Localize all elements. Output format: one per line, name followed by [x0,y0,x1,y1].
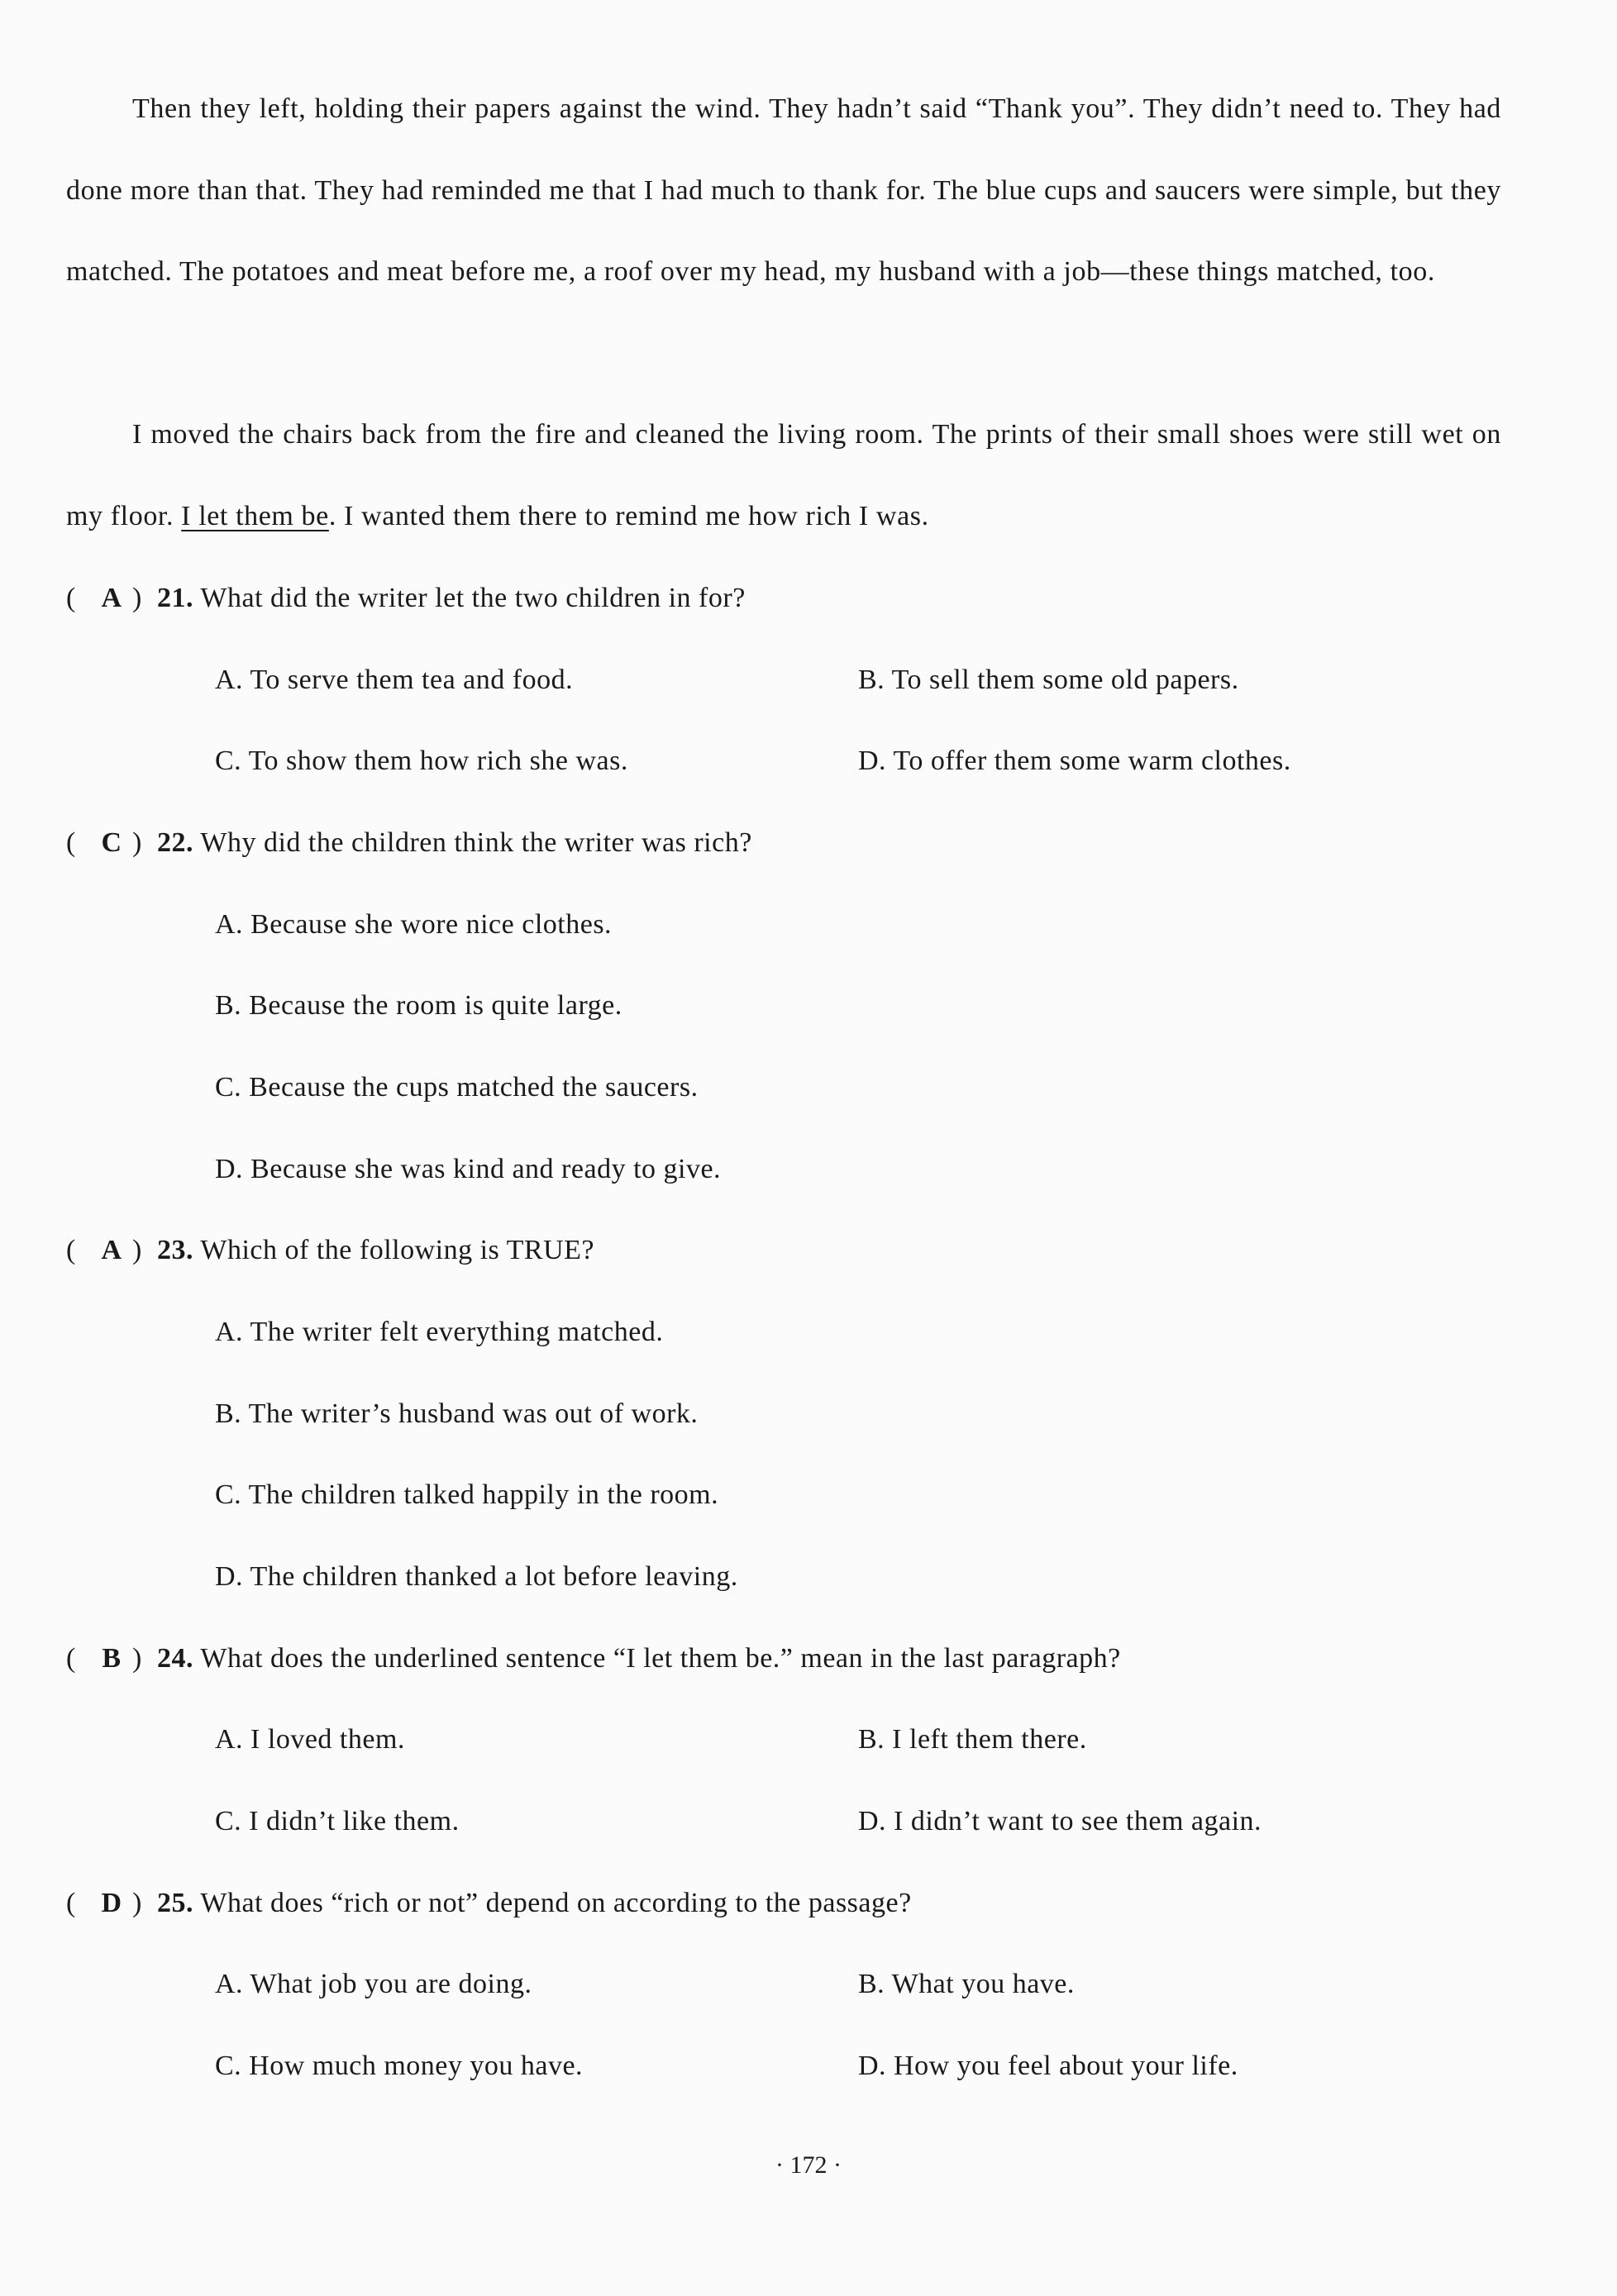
option-c: C. How much money you have. [215,2051,584,2081]
passage-line: Then they left, holding their papers against the wind. They hadn’t said “Thank you”. They [132,93,1204,124]
option-c: C. I didn’t like them. [215,1806,460,1836]
underlined-sentence: I let them be [181,500,329,531]
answer-letter: D [101,1888,122,1918]
question-number: 24. [157,1643,193,1674]
passage-line: didn’t need to. They had done more than that. They had reminded me that I had much to thank for. [66,93,1501,206]
question-text: Why did the children think the writer was rich? [200,827,752,858]
answer-letter: A [101,1235,122,1265]
option-a: A. Because she wore nice clothes. [215,909,613,940]
option-b: B. I left them there. [858,1724,1087,1755]
question-23: ( A ) 23. Which of the following is TRUE? [66,1226,594,1275]
option-d: D. How you feel about your life. [858,2051,1238,2081]
passage-paragraph-2 [66,394,1501,557]
option-d: D. To offer them some warm clothes. [858,745,1291,776]
question-number: 25. [157,1888,193,1918]
question-25: ( D ) 25. What does “rich or not” depend on according to the passage? [66,1879,912,1928]
passage-line: over my head, my husband with a job—these things matched, too. [660,256,1435,287]
answer-letter: A [101,583,122,613]
option-c: C. Because the cups matched the saucers. [215,1072,699,1103]
passage-paragraph-1 [66,69,1501,313]
option-b: B. What you have. [858,1969,1075,1999]
question-number: 23. [157,1235,193,1265]
question-number: 22. [157,827,193,858]
option-b: B. Because the room is quite large. [215,990,622,1021]
question-text: What does “rich or not” depend on according to the passage? [200,1888,912,1918]
option-c: C. To show them how rich she was. [215,745,628,776]
passage-line: . I wanted them there to remind me how rich I was. [328,500,929,531]
answer-letter: B [102,1643,122,1674]
question-number: 21. [157,583,193,613]
passage-line: shoes were still wet on my floor. [66,419,1501,531]
option-a: A. What job you are doing. [215,1969,532,1999]
question-text: Which of the following is TRUE? [200,1235,595,1265]
option-b: B. To sell them some old papers. [858,665,1239,695]
question-24: ( B ) 24. What does the underlined sentence “I let them be.” mean in the last paragraph? [66,1634,1121,1684]
option-c: C. The children talked happily in the room. [215,1479,719,1510]
option-d: D. I didn’t want to see them again. [858,1806,1262,1836]
passage-line: The blue cups and saucers were simple, but they matched. The potatoes and meat before me, a roof [66,174,1501,287]
question-21: ( A ) 21. What did the writer let the two children in for? [66,574,746,623]
answer-letter: C [101,827,122,858]
page-number: · 172 · [775,2151,842,2179]
question-text: What does the underlined sentence “I let them be.” mean in the last paragraph? [200,1643,1121,1674]
option-b: B. The writer’s husband was out of work. [215,1398,699,1429]
option-d: D. Because she was kind and ready to give. [215,1154,722,1184]
option-d: D. The children thanked a lot before leaving. [215,1561,738,1592]
passage-line: I moved the chairs back from the fire and cleaned the living room. The prints of their small [132,419,1221,450]
option-a: A. The writer felt everything matched. [215,1317,664,1347]
question-22: ( C ) 22. Why did the children think the writer was rich? [66,818,752,868]
question-text: What did the writer let the two children in for? [200,583,746,613]
option-a: A. To serve them tea and food. [215,665,574,695]
option-a: A. I loved them. [215,1724,405,1755]
